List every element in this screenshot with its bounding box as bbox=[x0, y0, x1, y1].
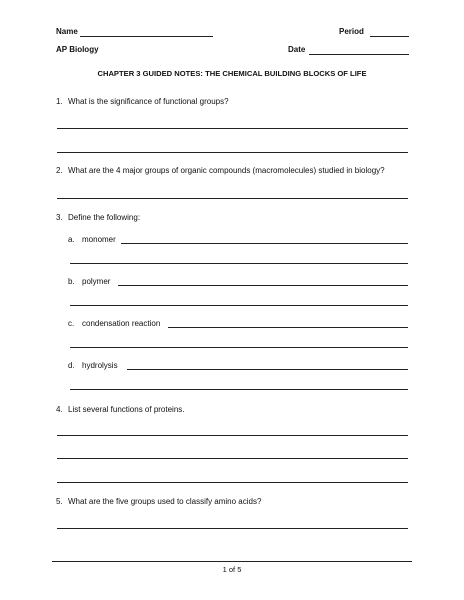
question-5-number: 5. bbox=[56, 497, 63, 506]
question-4-number: 4. bbox=[56, 405, 63, 414]
definition-b-term: polymer bbox=[82, 277, 111, 286]
answer-line[interactable] bbox=[57, 528, 408, 529]
answer-line[interactable] bbox=[70, 347, 408, 348]
date-blank[interactable] bbox=[309, 54, 409, 55]
question-2-text: What are the 4 major groups of organic compounds (macromolecules) studied in biology? bbox=[68, 166, 385, 175]
definition-d-letter: d. bbox=[68, 361, 75, 370]
answer-line[interactable] bbox=[57, 152, 408, 153]
page-number: 1 of 5 bbox=[222, 565, 242, 574]
answer-line[interactable] bbox=[57, 458, 408, 459]
definition-d-term: hydrolysis bbox=[82, 361, 118, 370]
definition-a-term: monomer bbox=[82, 235, 116, 244]
answer-line[interactable] bbox=[57, 482, 408, 483]
answer-line[interactable] bbox=[57, 128, 408, 129]
question-5-text: What are the five groups used to classify amino acids? bbox=[68, 497, 262, 506]
definition-b-letter: b. bbox=[68, 277, 75, 286]
course-label: AP Biology bbox=[56, 45, 99, 54]
definition-c-letter: c. bbox=[68, 319, 75, 328]
period-label: Period bbox=[339, 27, 364, 36]
definition-c-term: condensation reaction bbox=[82, 319, 161, 328]
footer-divider bbox=[52, 561, 412, 562]
name-label: Name bbox=[56, 27, 78, 36]
answer-line[interactable] bbox=[57, 435, 408, 436]
date-label: Date bbox=[288, 45, 306, 54]
definition-c-blank[interactable] bbox=[168, 327, 408, 328]
answer-line[interactable] bbox=[70, 389, 408, 390]
question-4-text: List several functions of proteins. bbox=[68, 405, 185, 414]
answer-line[interactable] bbox=[70, 305, 408, 306]
definition-a-blank[interactable] bbox=[121, 243, 408, 244]
question-3-number: 3. bbox=[56, 213, 63, 222]
question-2-number: 2. bbox=[56, 166, 63, 175]
answer-line[interactable] bbox=[70, 263, 408, 264]
worksheet-title: CHAPTER 3 GUIDED NOTES: THE CHEMICAL BUILDING BLOCKS OF LIFE bbox=[97, 69, 367, 78]
question-3-text: Define the following: bbox=[68, 213, 141, 222]
question-1-text: What is the significance of functional groups? bbox=[68, 97, 229, 106]
definition-b-blank[interactable] bbox=[118, 285, 408, 286]
name-blank[interactable] bbox=[80, 36, 213, 37]
answer-line[interactable] bbox=[57, 198, 408, 199]
period-blank[interactable] bbox=[370, 36, 409, 37]
definition-d-blank[interactable] bbox=[127, 369, 408, 370]
definition-a-letter: a. bbox=[68, 235, 75, 244]
question-1-number: 1. bbox=[56, 97, 63, 106]
